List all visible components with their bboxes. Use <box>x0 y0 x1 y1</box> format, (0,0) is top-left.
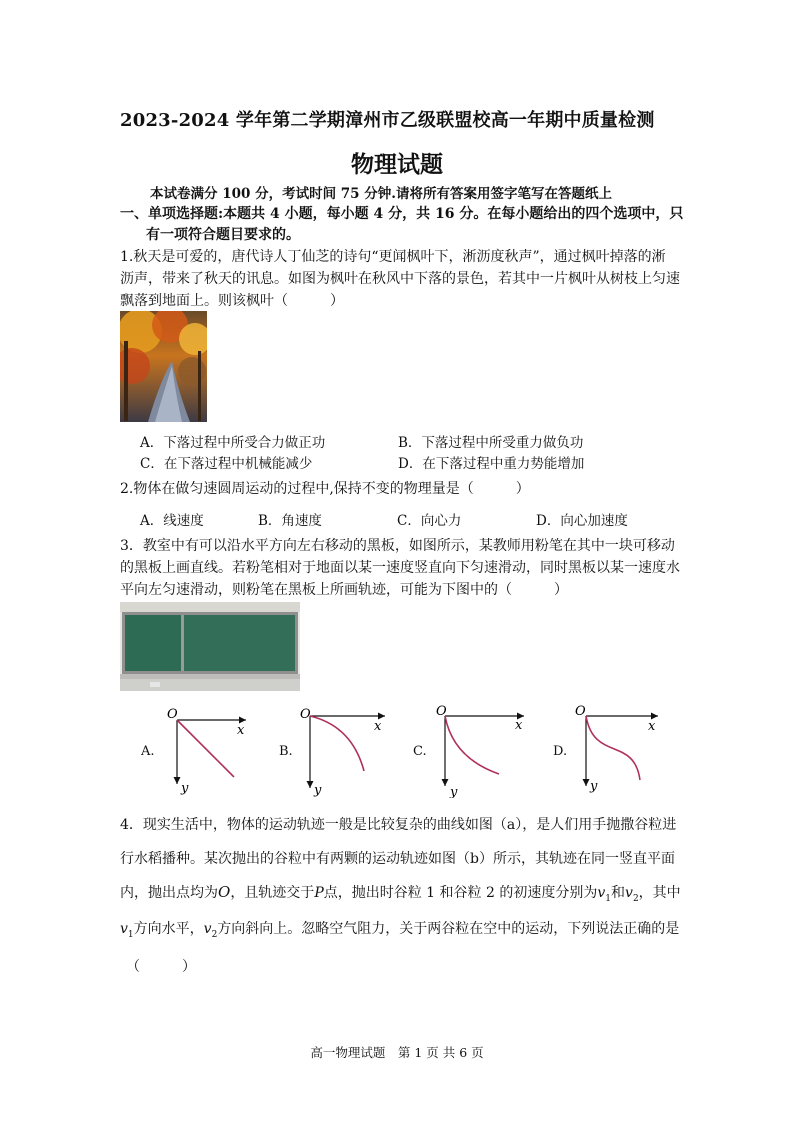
maple-leaves-photo <box>120 311 207 422</box>
trajectory-curve <box>445 716 499 774</box>
section-heading-cont: 有一项符合题目要求的。 <box>146 227 300 243</box>
x-label: x <box>374 719 382 734</box>
q1-option-c: C．在下落过程中机械能减少 <box>140 456 313 472</box>
q4-text-line2: 行水稻播种。某次抛出的谷粒中有两颗的运动轨迹如图（b）所示，其轨迹在同一竖直平面 <box>120 851 675 867</box>
v2-symbol: v <box>625 885 633 901</box>
q3-choice-a-diagram <box>160 704 260 798</box>
q2-option-d: D．向心加速度 <box>536 513 628 529</box>
q3-choice-b-diagram <box>297 704 397 798</box>
origin-label: O <box>300 707 311 722</box>
v1-symbol: v <box>597 885 606 901</box>
exam-info: 本试卷满分 100 分，考试时间 75 分钟.请将所有答案用签字笔写在答题纸上 <box>150 186 612 202</box>
q3-choice-a-label: A. <box>141 744 155 759</box>
q2-option-a: A．线速度 <box>140 513 204 529</box>
q3-text-line2: 的黑板上画直线。若粉笔相对于地面以某一速度竖直向下匀速滑动，同时黑板以某一速度水 <box>120 560 680 576</box>
q1-text-line2: 沥声，带来了秋天的讯息。如图为枫叶在秋风中下落的景色，若其中一片枫叶从树枝上匀速 <box>120 271 680 287</box>
y-label: y <box>450 785 458 798</box>
q4-text-line3: 内，抛出点均为O，且轨迹交于P点，抛出时谷粒 1 和谷粒 2 的初速度分别为$v_1$和$v_2$，其中 <box>120 883 681 904</box>
q4-answer-blank: （ ） <box>126 959 196 975</box>
q1-option-b: B．下落过程中所受重力做负功 <box>398 435 584 451</box>
q2-option-c: C．向心力 <box>397 513 462 529</box>
y-label: y <box>181 781 189 796</box>
y-label: y <box>314 783 322 798</box>
origin-label: O <box>575 704 586 719</box>
page-footer: 高一物理试题 第 1 页 共 6 页 <box>310 1045 484 1060</box>
q2-option-b: B．角速度 <box>258 513 322 529</box>
x-label: x <box>237 723 245 738</box>
q1-option-d: D．在下落过程中重力势能增加 <box>398 456 585 472</box>
y-label: y <box>590 779 598 794</box>
section-heading: 一、单项选择题:本题共 4 小题，每小题 4 分，共 16 分。在每小题给出的四个选项中，只 <box>120 206 684 222</box>
q3-choice-d-label: D. <box>553 744 568 759</box>
x-label: x <box>648 719 656 734</box>
q4-text-line4: $v_1$方向水平，$v_2$方向斜向上。忽略空气阻力，关于两谷粒在空中的运动，下列说法正确的是 <box>120 921 680 940</box>
blackboard-photo <box>120 602 300 691</box>
trajectory-curve <box>310 716 364 771</box>
q1-text-line1: 1.秋天是可爱的，唐代诗人丁仙芝的诗句“更闻枫叶下，淅沥度秋声”，通过枫叶掉落的淅 <box>120 249 666 265</box>
origin-label: O <box>167 707 178 722</box>
point-p: P <box>314 885 324 901</box>
q3-text-line3: 平向左匀速滑动，则粉笔在黑板上所画轨迹，可能为下图中的（ ） <box>120 582 568 598</box>
point-o: O <box>218 883 231 901</box>
q2-text: 2.物体在做匀速圆周运动的过程中,保持不变的物理量是（ ） <box>120 481 530 497</box>
x-label: x <box>515 718 523 733</box>
q3-text-line1: 3．教室中有可以沿水平方向左右移动的黑板，如图所示，某教师用粉笔在其中一块可移动 <box>120 538 675 554</box>
origin-label: O <box>436 704 447 719</box>
q1-option-a: A．下落过程中所受合力做正功 <box>140 435 326 451</box>
q3-choice-c-label: C. <box>413 744 427 759</box>
q3-choice-b-label: B. <box>279 744 293 759</box>
q3-choice-d-diagram <box>572 702 672 796</box>
q1-text-line3: 飘落到地面上。则该枫叶（ ） <box>120 293 344 309</box>
trajectory-line <box>177 720 234 777</box>
subject-title: 物理试题 <box>351 151 443 178</box>
document-title: 2023-2024 学年第二学期漳州市乙级联盟校高一年期中质量检测 <box>120 110 655 131</box>
q3-choice-c-diagram <box>431 700 531 798</box>
q4-text-line1: 4．现实生活中，物体的运动轨迹一般是比较复杂的曲线如图（a），是人们用手抛撒谷粒进 <box>120 817 677 833</box>
trajectory-curve <box>586 716 640 780</box>
